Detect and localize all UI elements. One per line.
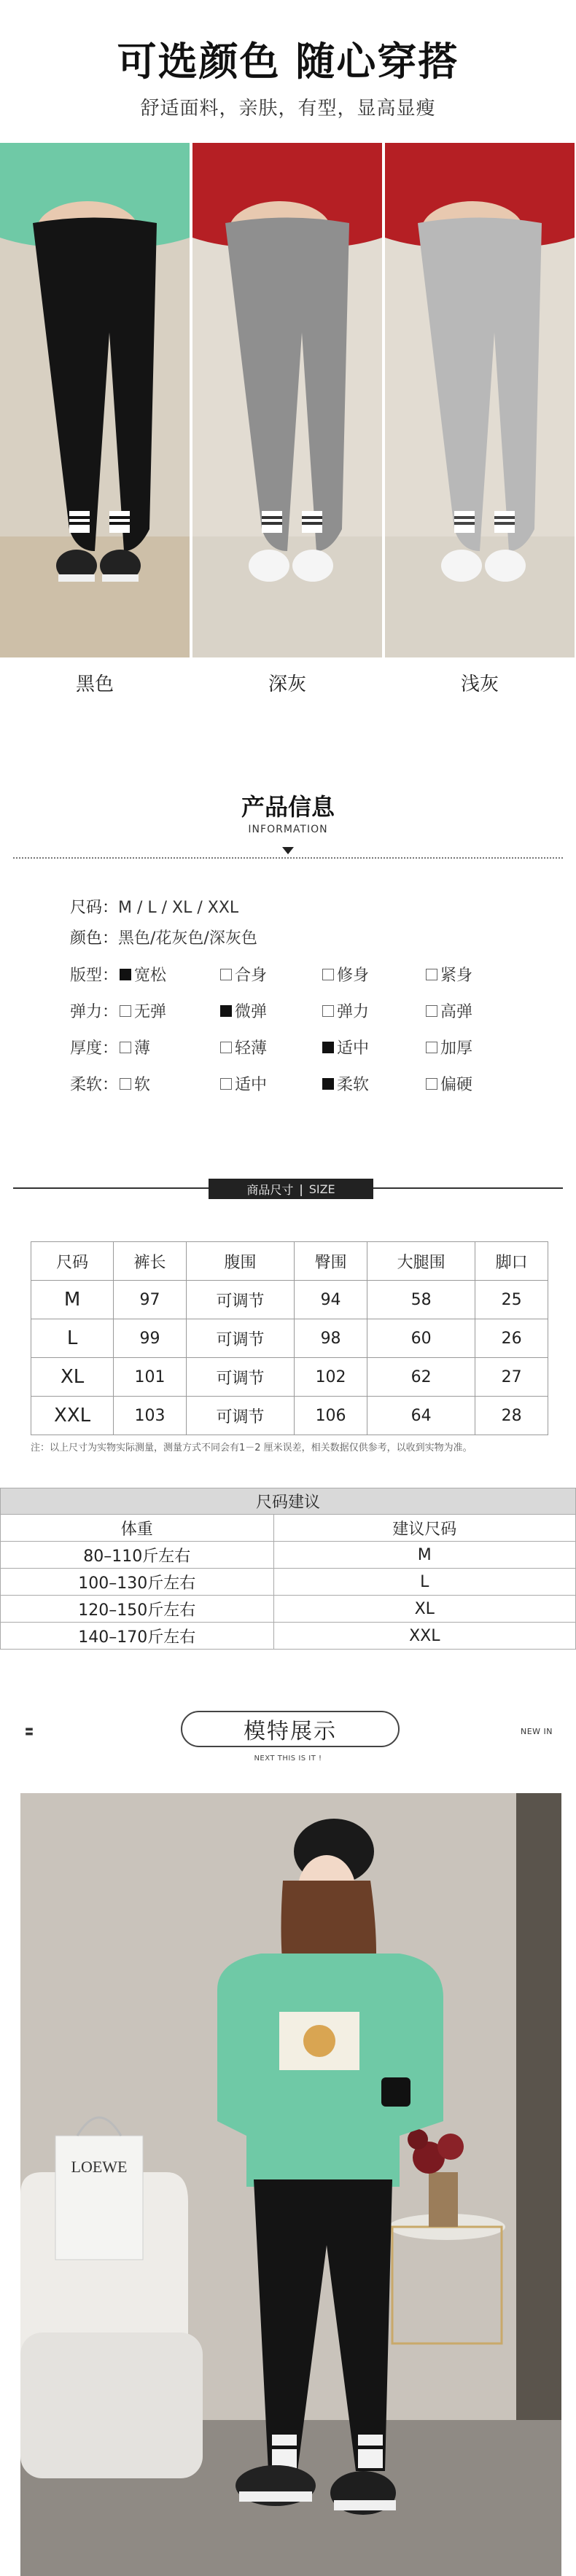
divider	[13, 1187, 209, 1189]
table-cell: 58	[367, 1281, 475, 1319]
spec-size-value: M / L / XL / XXL	[118, 899, 239, 917]
spec-color	[70, 926, 257, 948]
size-banner-sep: |	[299, 1182, 303, 1196]
table-row	[31, 1319, 548, 1358]
attr-option[interactable]	[322, 963, 369, 985]
table-header-row	[31, 1242, 548, 1281]
table-header-cell: 尺码	[31, 1242, 114, 1281]
table-cell: 97	[114, 1281, 187, 1319]
attr-option-label: 适中	[337, 1039, 370, 1058]
model-photo	[20, 1793, 561, 2576]
checkbox-empty-icon[interactable]	[220, 969, 232, 980]
divider	[373, 1187, 563, 1189]
table-cell: 28	[475, 1397, 548, 1435]
model-photo-image	[20, 1793, 561, 2576]
swatch-dark-grey[interactable]	[192, 143, 382, 657]
table-cell: 106	[295, 1397, 367, 1435]
attr-option[interactable]	[120, 1036, 150, 1058]
attr-option-label: 弹力	[337, 1003, 370, 1021]
attr-option[interactable]	[120, 963, 166, 985]
table-cell: 可调节	[186, 1397, 294, 1435]
table-cell: 94	[295, 1281, 367, 1319]
attr-option-label: 宽松	[134, 967, 167, 985]
table-row	[1, 1542, 576, 1569]
attr-row	[70, 1036, 544, 1058]
table-cell: 98	[295, 1319, 367, 1358]
attr-option[interactable]	[120, 1072, 150, 1095]
spec-size-key: 尺码：	[70, 899, 119, 917]
table-header-cell: 臀围	[295, 1242, 367, 1281]
attr-option[interactable]	[426, 963, 472, 985]
attr-option[interactable]	[426, 1072, 472, 1095]
table-row	[31, 1358, 548, 1397]
checkbox-checked-icon[interactable]	[322, 1078, 334, 1090]
checkbox-empty-icon[interactable]	[322, 969, 334, 980]
table-row	[31, 1397, 548, 1435]
table-cell: XL	[273, 1596, 575, 1623]
checkbox-checked-icon[interactable]	[120, 969, 131, 980]
checkbox-empty-icon[interactable]	[120, 1078, 131, 1090]
table-header-cell: 裤长	[114, 1242, 187, 1281]
bag-logo: LOEWE	[71, 2158, 128, 2176]
table-cell: 62	[367, 1358, 475, 1397]
table-row	[31, 1281, 548, 1319]
page-title: 可选颜色 随心穿搭	[117, 39, 459, 85]
table-cell: 60	[367, 1319, 475, 1358]
attr-row	[70, 963, 544, 985]
attr-option-label: 软	[134, 1076, 151, 1094]
attr-option-label: 修身	[337, 967, 370, 985]
swatch-light-grey[interactable]	[385, 143, 575, 657]
attr-option-label: 薄	[134, 1039, 151, 1058]
swatch-black-photo	[0, 143, 190, 657]
new-in-label: NEW IN	[521, 1727, 553, 1736]
swatch-black[interactable]	[0, 143, 190, 657]
checkbox-empty-icon[interactable]	[120, 1005, 131, 1017]
checkbox-checked-icon[interactable]	[322, 1042, 334, 1053]
table-cell: 可调节	[186, 1319, 294, 1358]
table-header-row	[1, 1515, 576, 1542]
table-cell: 可调节	[186, 1281, 294, 1319]
checkbox-empty-icon[interactable]	[220, 1042, 232, 1053]
attr-key: 弹力：	[70, 1003, 119, 1021]
table-cell: 140–170斤左右	[1, 1623, 274, 1650]
attr-option-label: 合身	[235, 967, 268, 985]
attr-option[interactable]	[120, 999, 166, 1022]
attr-option-label: 适中	[235, 1076, 268, 1094]
size-banner	[209, 1179, 373, 1199]
table-cell: 可调节	[186, 1358, 294, 1397]
size-note: 注：以上尺寸为实物实际测量，测量方式不同会有1－2 厘米误差，相关数据仅供参考，以收到实物为准。	[31, 1443, 472, 1453]
info-title: 产品信息	[241, 793, 335, 821]
triangle-down-icon	[282, 847, 294, 854]
table-cell: L	[273, 1569, 575, 1596]
info-title-en: INFORMATION	[248, 824, 328, 835]
size-table	[31, 1241, 548, 1435]
checkbox-empty-icon[interactable]	[426, 1005, 437, 1017]
attr-option[interactable]	[220, 963, 267, 985]
attr-option-label: 轻薄	[235, 1039, 268, 1058]
attr-option-label: 偏硬	[440, 1076, 473, 1094]
table-header-cell: 大腿围	[367, 1242, 475, 1281]
showcase-subtitle-en: NEXT THIS IS IT !	[254, 1755, 322, 1763]
checkbox-empty-icon[interactable]	[322, 1005, 334, 1017]
swatch-label-light-grey: 浅灰	[460, 674, 499, 695]
table-cell: M	[273, 1542, 575, 1569]
table-cell: 26	[475, 1319, 548, 1358]
checkbox-empty-icon[interactable]	[426, 969, 437, 980]
attr-option-label: 加厚	[440, 1039, 473, 1058]
checkbox-empty-icon[interactable]	[220, 1078, 232, 1090]
table-cell: 27	[475, 1358, 548, 1397]
table-cell: 25	[475, 1281, 548, 1319]
swatch-label-dark-grey: 深灰	[268, 674, 306, 695]
swatch-dark-grey-photo	[192, 143, 382, 657]
checkbox-empty-icon[interactable]	[426, 1078, 437, 1090]
attr-option[interactable]	[426, 999, 472, 1022]
table-header-cell: 体重	[1, 1515, 274, 1542]
table-cell: 99	[114, 1319, 187, 1358]
swatch-label-black: 黑色	[75, 674, 114, 695]
attr-option[interactable]	[322, 1036, 369, 1058]
attr-option[interactable]	[426, 1036, 472, 1058]
attr-option[interactable]	[220, 1036, 267, 1058]
table-header-cell: 脚口	[475, 1242, 548, 1281]
attr-option[interactable]	[220, 999, 267, 1022]
attr-option-label: 紧身	[440, 967, 473, 985]
attr-key: 版型：	[70, 967, 119, 985]
attr-key: 厚度：	[70, 1039, 119, 1058]
table-cell: 100–130斤左右	[1, 1569, 274, 1596]
table-cell: 64	[367, 1397, 475, 1435]
attr-option-label: 微弹	[235, 1003, 268, 1021]
spec-size	[70, 895, 238, 918]
table-cell: 103	[114, 1397, 187, 1435]
attr-row	[70, 999, 544, 1021]
table-cell: 120–150斤左右	[1, 1596, 274, 1623]
attr-option-label: 高弹	[440, 1003, 473, 1021]
table-cell: L	[31, 1319, 114, 1358]
table-cell: XXL	[31, 1397, 114, 1435]
page-subtitle: 舒适面料，亲肤，有型，显高显瘦	[140, 98, 436, 120]
attr-option[interactable]	[322, 1072, 369, 1095]
spec-color-key: 颜色：	[70, 929, 119, 948]
checkbox-empty-icon[interactable]	[426, 1042, 437, 1053]
table-cell: XL	[31, 1358, 114, 1397]
table-header-cell: 建议尺码	[273, 1515, 575, 1542]
attr-option[interactable]	[322, 999, 369, 1022]
table-cell: 101	[114, 1358, 187, 1397]
divider	[13, 857, 563, 859]
checkbox-empty-icon[interactable]	[120, 1042, 131, 1053]
table-caption: 尺码建议	[1, 1488, 576, 1515]
size-banner-label: 商品尺寸	[246, 1182, 294, 1197]
swatch-light-grey-photo	[385, 143, 575, 657]
menu-icon: 〓	[25, 1727, 34, 1737]
attr-option-label: 柔软	[337, 1076, 370, 1094]
table-row	[1, 1569, 576, 1596]
table-cell: 102	[295, 1358, 367, 1397]
table-cell: XXL	[273, 1623, 575, 1650]
size-suggestion-table	[0, 1488, 576, 1650]
table-caption-row	[1, 1488, 576, 1515]
table-header-cell: 腹围	[186, 1242, 294, 1281]
attr-row	[70, 1072, 544, 1094]
table-row	[1, 1596, 576, 1623]
color-swatch-gallery	[0, 143, 576, 657]
attr-key: 柔软：	[70, 1076, 119, 1094]
size-banner-label-en: SIZE	[308, 1182, 335, 1196]
spec-color-value: 黑色/花灰色/深灰色	[118, 929, 257, 948]
checkbox-checked-icon[interactable]	[220, 1005, 232, 1017]
attr-option-label: 无弹	[134, 1003, 167, 1021]
table-cell: M	[31, 1281, 114, 1319]
showcase-title: 模特展示	[181, 1711, 400, 1747]
table-row	[1, 1623, 576, 1650]
attr-option[interactable]	[220, 1072, 267, 1095]
table-cell: 80–110斤左右	[1, 1542, 274, 1569]
